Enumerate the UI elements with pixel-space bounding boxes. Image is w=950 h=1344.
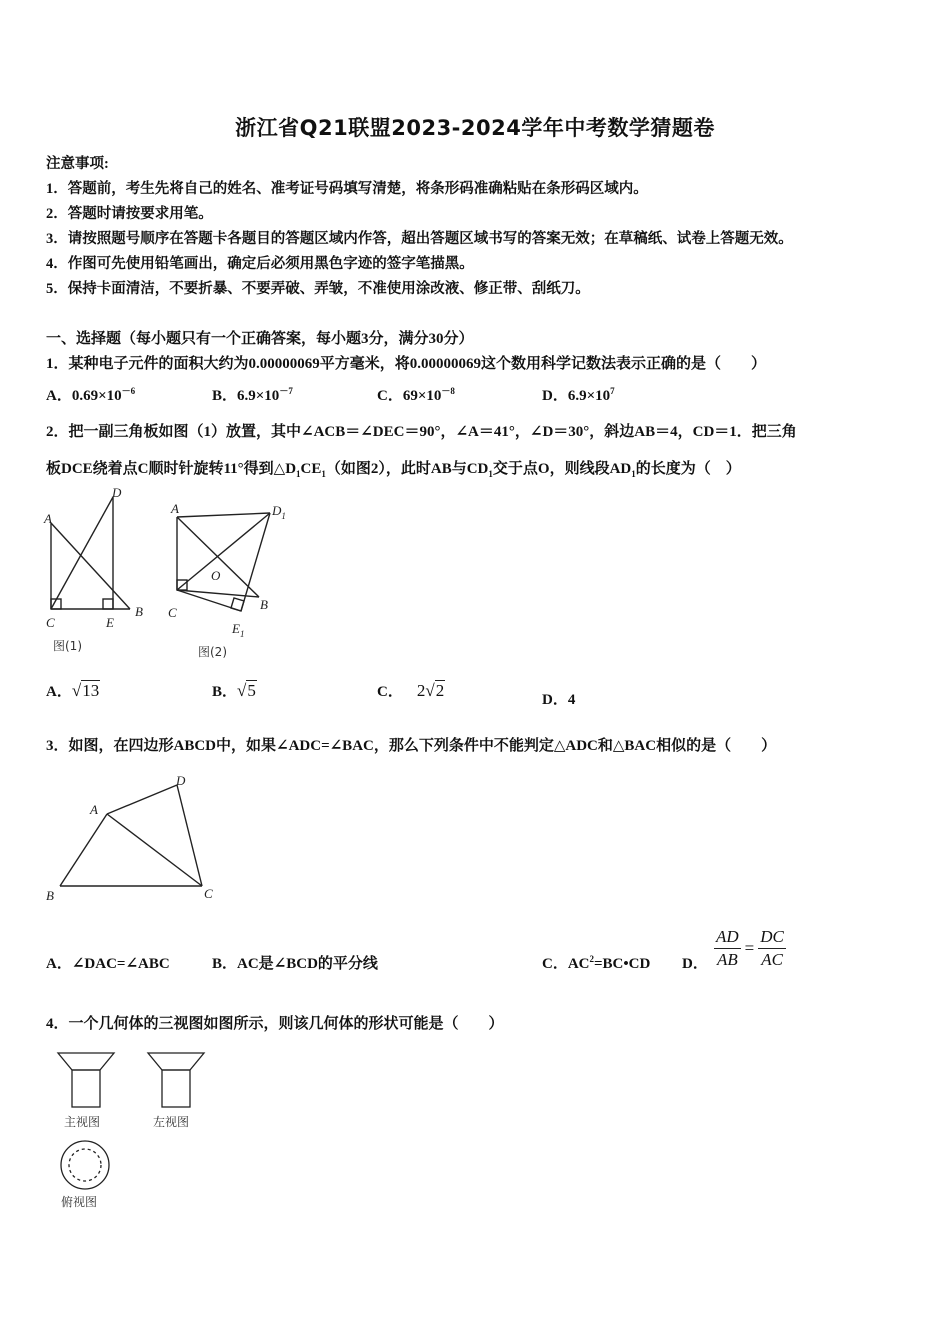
q3-option-d-label: D． [682,956,708,972]
fig2-label-d1: $D_1$ [272,503,286,521]
q3-fraction-right: $\frac{DC}{AC}$ [760,927,784,969]
fig1-edge-cd [51,497,113,609]
top-view-caption: 俯视图 [61,1195,98,1209]
q1-stem: 1．某种电子元件的面积大约为0.00000069平方毫米，将0.00000069这个数用科学记数法表示正确的是（ ） [46,356,767,372]
q3-label-b: B [46,888,54,903]
fig1-edge-ab [51,523,130,609]
q2-option-d: D．4 [542,692,576,708]
fig2-label-a: A [171,501,179,516]
q4-stem: 4．一个几何体的三视图如图所示，则该几何体的形状可能是（ ） [46,1016,504,1032]
q2-stem-line2: 板DCE绕着点C顺时针旋转11°得到$\triangle D_1CE_1$（如图2），此时AB与$CD_1$交于点O，则线段$AD_1$的长度为（ ） [46,461,741,479]
left-view-rect [162,1070,190,1107]
q3-edge-ba [60,814,107,886]
top-view-outer-circle [61,1141,109,1189]
fig1-label-d: D [112,485,122,500]
q1-option-a: A．$0.69\times 10^{-6}$ [46,386,136,404]
fig1-label-c: C [46,615,55,630]
q3-figure [40,768,225,908]
front-view-caption: 主视图 [64,1115,101,1129]
fig2-caption: 图(2) [198,645,227,659]
q1-option-b: B．$6.9\times 10^{-7}$ [212,386,293,404]
q3-option-d-formula: $\frac{AD}{AB}$ = $\frac{DC}{AC}$ [716,927,784,969]
q3-stem: 3．如图，在四边形ABCD中，如果∠ADC=∠BAC，那么下列条件中不能判定△ADC和△BAC相似的是（ ） [46,738,777,754]
fig1-caption: 图(1) [53,639,82,653]
q4-three-views [50,1048,220,1218]
q1-option-d: D．$6.9\times 10^7$ [542,386,615,404]
q3-edge-ac [107,814,202,886]
fig2-label-b: B [260,597,268,612]
fig1-label-e: E [106,615,114,630]
q3-edge-ad [107,785,177,814]
left-view-caption: 左视图 [153,1115,190,1129]
fig1-right-angle-e [103,599,113,609]
page-title: 浙江省Q21联盟2023-2024学年中考数学猜题卷 [235,116,715,140]
q3-fraction-left: $\frac{AD}{AB}$ [716,927,739,969]
notice-item-1: 1．答题前，考生先将自己的姓名、准考证号码填写清楚，将条形码准确粘贴在条形码区域内。 [46,181,648,197]
q3-label-a: A [90,802,98,817]
section-heading: 一、选择题（每小题只有一个正确答案，每小题3分，满分30分） [46,331,474,347]
fig2-edge-ad1 [177,513,270,517]
fig2-label-e1: $E_1$ [232,621,245,639]
q2-figure-2 [163,495,293,667]
notice-item-2: 2．答题时请按要求用笔。 [46,206,213,222]
fig2-edge-cd1 [177,513,270,590]
q3-label-d: D [176,773,186,788]
q2-stem-line1: 2．把一副三角板如图（1）放置，其中∠ACB＝∠DEC＝90°，∠A＝41°，∠D＝30°，斜边AB＝4，CD＝1．把三角 [46,424,797,440]
front-view-rect [72,1070,100,1107]
fig1-label-a: A [44,511,52,526]
fig2-label-o: O [211,568,221,583]
notice-item-4: 4．作图可先使用铅笔画出，确定后必须用黑色字迹的签字笔描黑。 [46,256,474,272]
q2-option-a: A．√13 [46,681,100,700]
notice-item-5: 5．保持卡面清洁，不要折暴、不要弄破、弄皱，不准使用涂改液、修正带、刮纸刀。 [46,281,590,297]
fig2-right-angle-e1 [231,598,244,611]
left-view-trapezoid [148,1053,204,1070]
q3-option-c: C．$AC^2=BC•CD$ [542,954,651,972]
fig1-label-b: B [135,604,143,619]
front-view-trapezoid [58,1053,114,1070]
fig2-edge-ab [177,517,259,597]
fig2-label-c: C [168,605,177,620]
q3-label-c: C [204,886,213,901]
top-view-inner-circle [69,1149,101,1181]
q1-option-c: C．$69\times 10^{-8}$ [377,386,455,404]
notice-item-3: 3．请按照题号顺序在答题卡各题目的答题区域内作答，超出答题区域书写的答案无效；在草稿纸、试卷上答题无效。 [46,231,793,247]
q2-option-c: C． 2√2 [377,681,445,700]
notice-heading: 注意事项: [46,156,109,172]
q2-figure-1 [40,485,155,660]
q3-option-b: B．AC是∠BCD的平分线 [212,956,378,972]
q3-option-a: A．∠DAC=∠ABC [46,956,170,972]
q2-option-b: B．√5 [212,681,256,700]
q3-edge-dc [177,785,202,886]
